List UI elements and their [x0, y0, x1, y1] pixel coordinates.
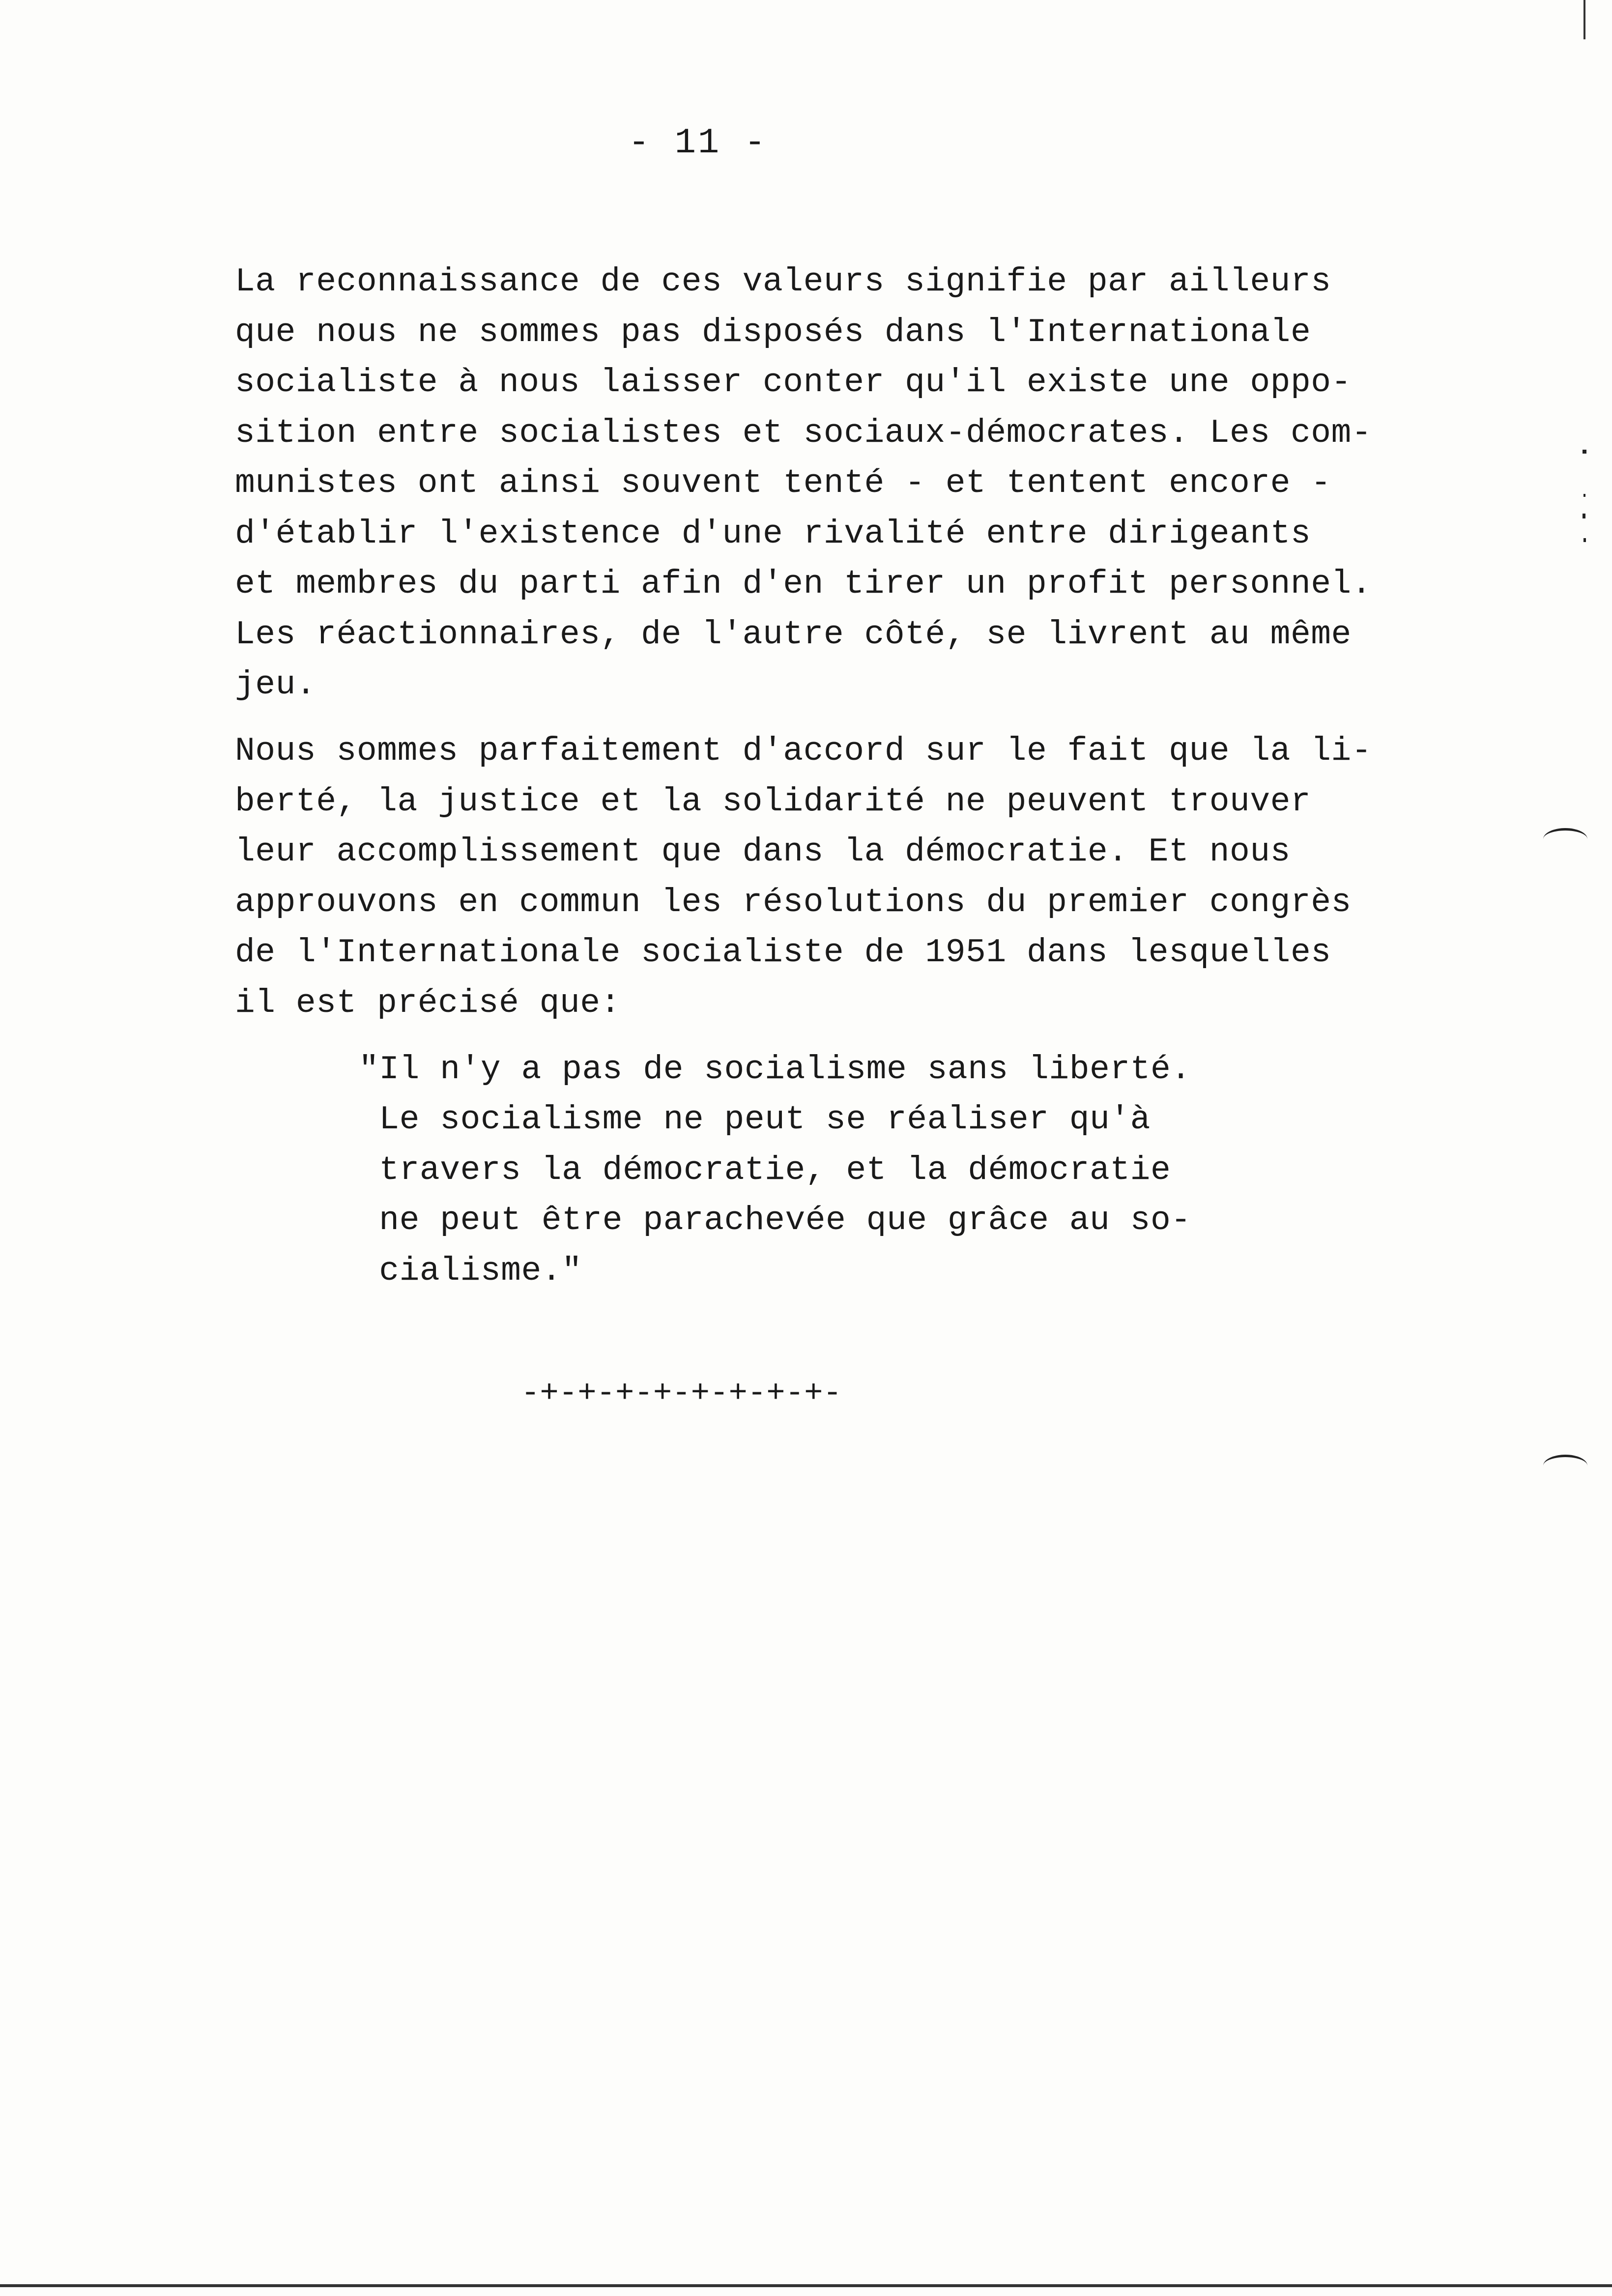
scan-hole-mark: [1543, 828, 1587, 850]
paragraph-line: sition entre socialistes et sociaux-démocrates. Les com-: [235, 414, 1372, 452]
paragraph-line: de l'Internationale socialiste de 1951 dans lesquelles: [235, 934, 1331, 972]
scan-speck: [1583, 450, 1586, 454]
paragraph-line: berté, la justice et la solidarité ne peuvent trouver: [235, 783, 1311, 821]
quote-line: ne peut être parachevée que grâce au so-: [359, 1202, 1191, 1239]
quote-line: Le socialisme ne peut se réaliser qu'à: [359, 1101, 1151, 1139]
scan-speck: [1583, 494, 1585, 497]
page-number: - 11 -: [628, 123, 768, 163]
quote-line: cialisme.": [359, 1252, 582, 1290]
paragraph-line: Nous sommes parfaitement d'accord sur le fait que la li-: [235, 732, 1372, 770]
scan-speck: [1583, 538, 1586, 542]
paragraph-line: et membres du parti afin d'en tirer un profit personnel.: [235, 565, 1372, 603]
section-separator: -+-+-+-+-+-+-+-+-: [521, 1376, 842, 1411]
scan-edge-line: [1583, 0, 1585, 39]
quote-line: travers la démocratie, et la démocratie: [359, 1151, 1171, 1189]
scan-bottom-edge: [0, 2284, 1612, 2287]
scan-speck: [1583, 514, 1585, 518]
paragraph-line: jeu.: [235, 666, 317, 704]
paragraph-line: leur accomplissement que dans la démocratie. Et nous: [235, 833, 1291, 871]
paragraph-line: socialiste à nous laisser conter qu'il existe une oppo-: [235, 364, 1352, 402]
scan-hole-mark: [1543, 1455, 1587, 1477]
paragraph-line: que nous ne sommes pas disposés dans l'Internationale: [235, 314, 1311, 351]
paragraph-line: d'établir l'existence d'une rivalité entre dirigeants: [235, 515, 1311, 553]
paragraph-line: La reconnaissance de ces valeurs signifie par ailleurs: [235, 263, 1331, 301]
paragraph-line: approuvons en commun les résolutions du premier congrès: [235, 884, 1352, 921]
paragraph-line: il est précisé que:: [235, 984, 621, 1022]
paragraph-line: Les réactionnaires, de l'autre côté, se livrent au même: [235, 616, 1352, 654]
paragraph-line: munistes ont ainsi souvent tenté - et tentent encore -: [235, 464, 1331, 502]
quote-line: "Il n'y a pas de socialisme sans liberté.: [359, 1051, 1191, 1089]
